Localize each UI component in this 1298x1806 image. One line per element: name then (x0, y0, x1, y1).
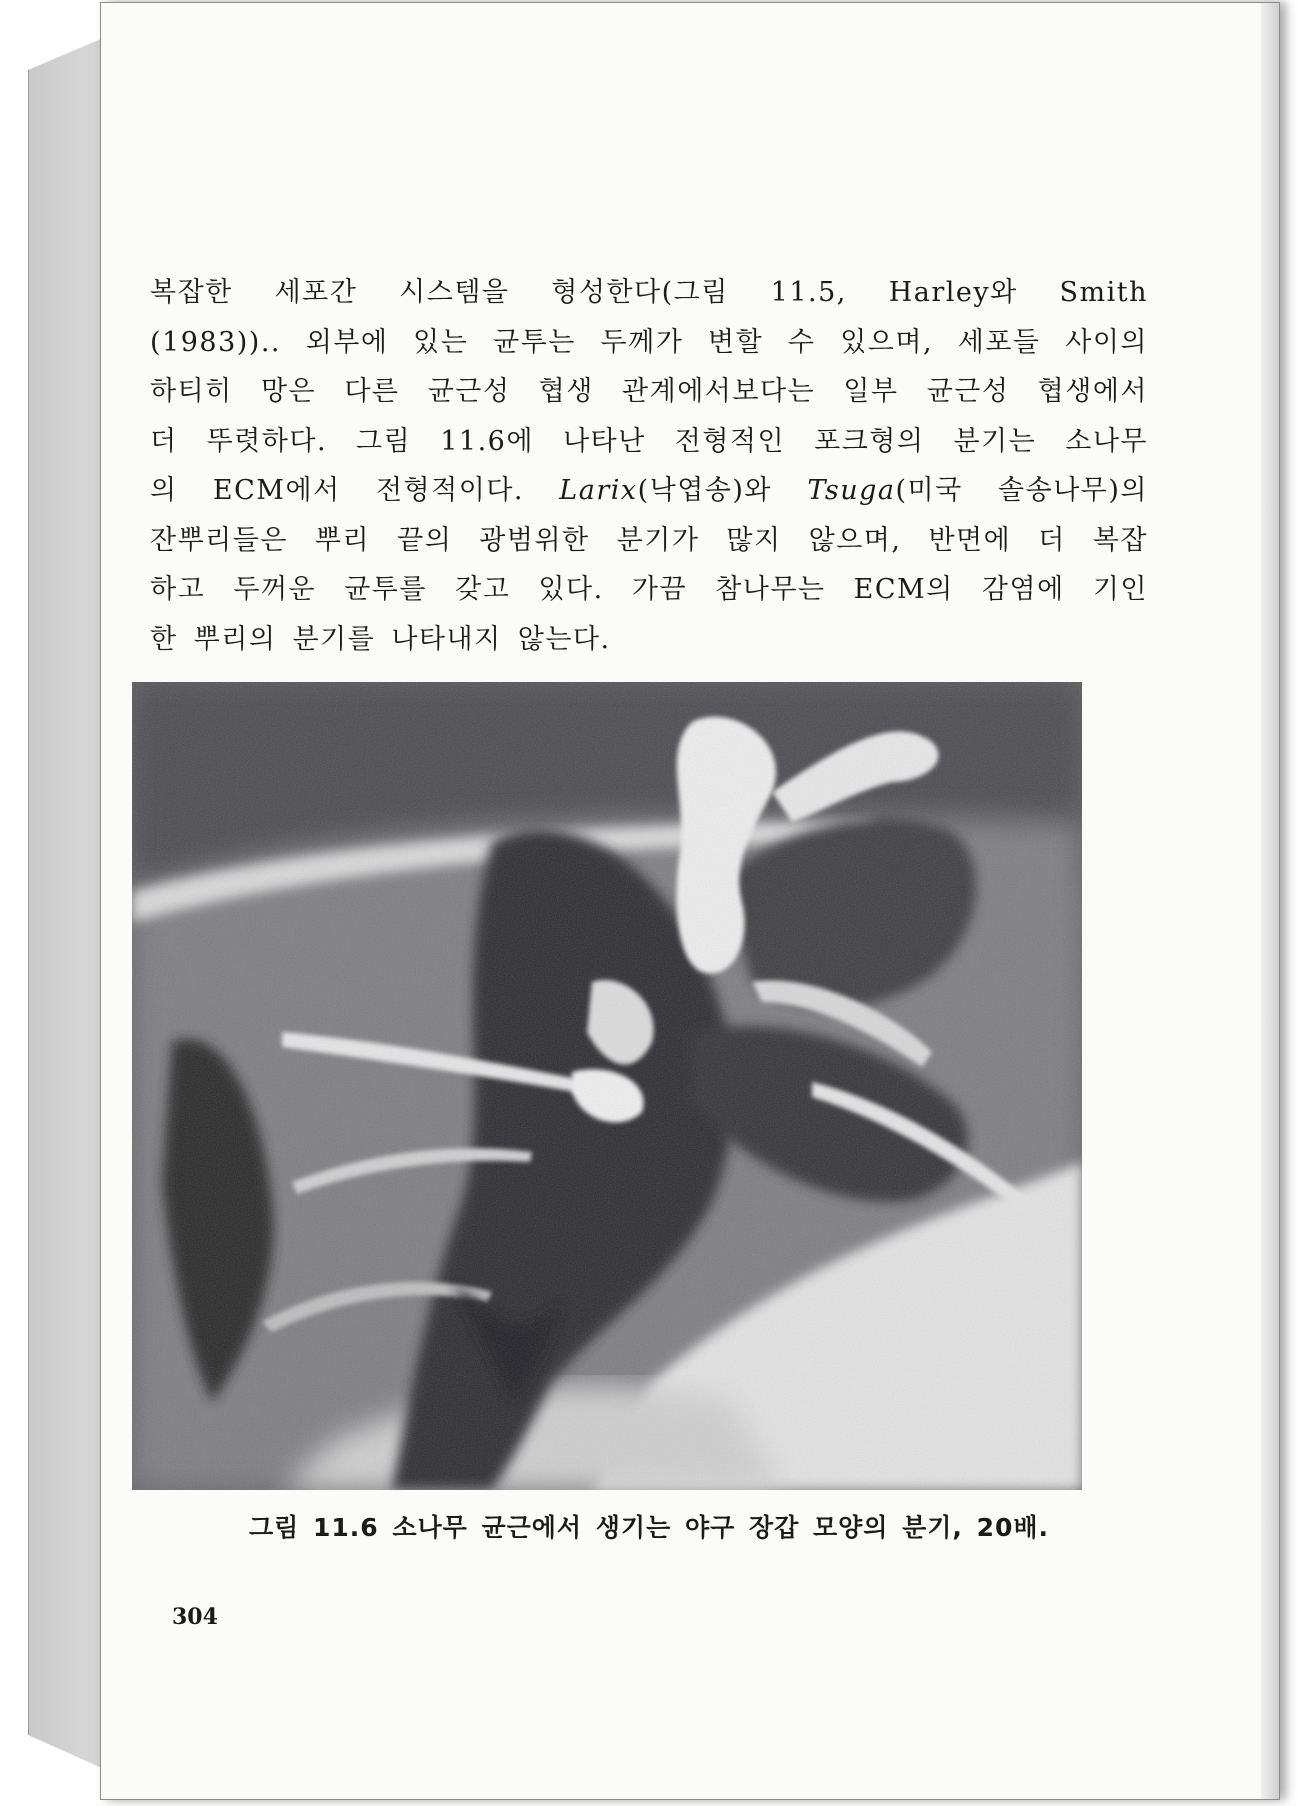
body-text-run: (낙엽송)와 (637, 475, 808, 506)
genus-tsuga: Tsuga (807, 475, 896, 506)
body-text-run: 의 ECM에서 전형적이다. (150, 475, 560, 506)
body-line: 더 뚜렷하다. 그림 11.6에 나타난 전형적인 포크형의 분기는 소나무 (150, 425, 1148, 457)
page-number: 304 (172, 1604, 218, 1630)
body-line: 잔뿌리들은 뿌리 끝의 광범위한 분기가 많지 않으며, 반면에 더 복잡 (150, 524, 1148, 556)
body-line-mixed (150, 466, 1148, 516)
page-edge-shadow (1261, 3, 1279, 1799)
figure-caption: 그림 11.6 소나무 균근에서 생기는 야구 장갑 모양의 분기, 20배. (248, 1513, 1050, 1542)
body-text-run: (미국 솔송나무)의 (895, 475, 1149, 506)
body-line: 복잡한 세포간 시스템을 형성한다(그림 11.5, Harley와 Smith (150, 277, 1148, 308)
body-line: (1983)).. 외부에 있는 균투는 두께가 변할 수 있으며, 세포들 사이의 (150, 326, 1148, 358)
body-line: 하고 두꺼운 균투를 갖고 있다. 가끔 참나무는 ECM의 감염에 기인 (150, 574, 1148, 605)
figure-photo-mycorrhiza (132, 682, 1082, 1490)
body-line: 한 뿌리의 분기를 나타내지 않는다. (150, 623, 611, 655)
genus-larix: Larix (559, 475, 638, 506)
body-paragraph (150, 268, 1148, 664)
photo-image (132, 682, 1082, 1490)
body-line: 하티히 망은 다른 균근성 협생 관계에서보다는 일부 균근성 협생에서 (150, 376, 1148, 407)
